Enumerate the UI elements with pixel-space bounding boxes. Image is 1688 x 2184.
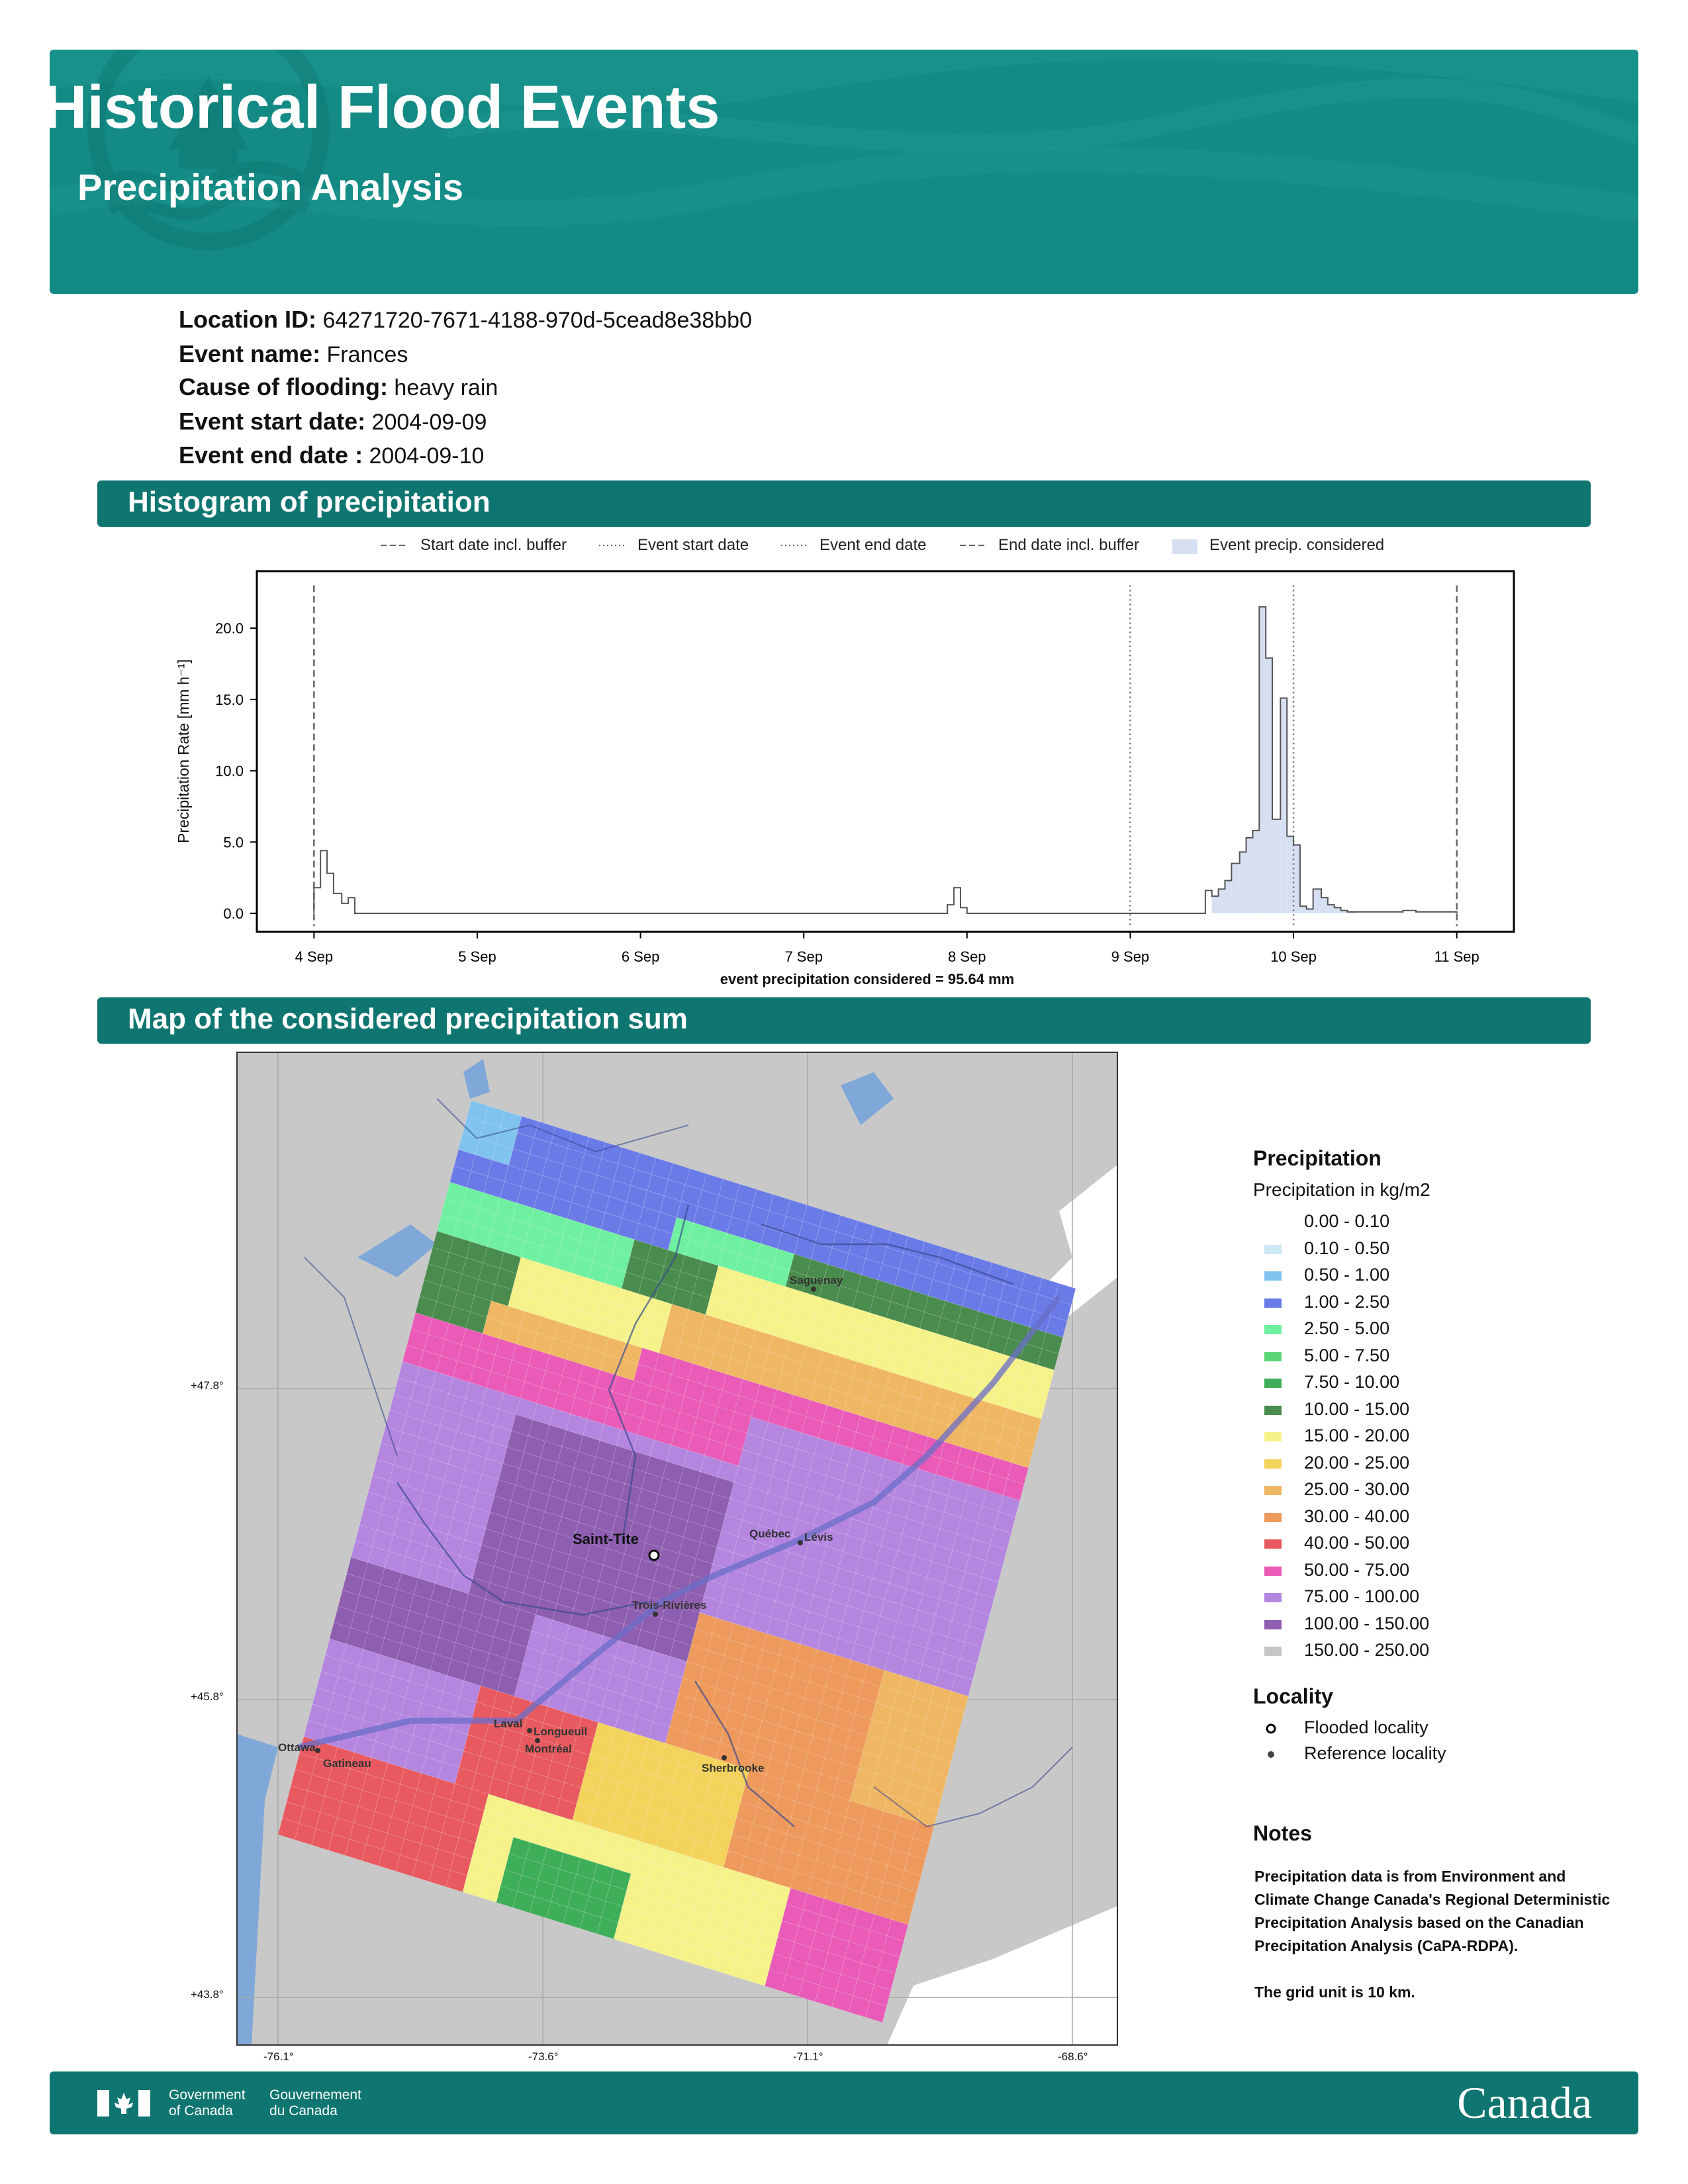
label-montreal: Montréal <box>525 1743 572 1755</box>
gov-fr: Gouvernement du Canada <box>269 2087 361 2118</box>
precip-class-label: 20.00 - 25.00 <box>1304 1452 1410 1473</box>
label-gatineau: Gatineau <box>323 1757 371 1770</box>
locality-legend-title: Locality <box>1253 1684 1333 1708</box>
precip-class-label: 100.00 - 150.00 <box>1304 1613 1430 1633</box>
precip-class-swatch <box>1264 1271 1282 1281</box>
precip-class-swatch <box>1264 1298 1282 1308</box>
precip-class-label: 30.00 - 40.00 <box>1304 1506 1410 1526</box>
lat-tick: +45.8° <box>191 1690 224 1703</box>
label-saguenay: Saguenay <box>790 1274 843 1287</box>
info-end-date: Event end date : 2004-09-10 <box>179 441 485 469</box>
x-tick-label: 7 Sep <box>784 948 823 965</box>
x-tick-label: 4 Sep <box>295 948 334 965</box>
legend-event-precip: Event precip. considered <box>1209 536 1385 554</box>
precip-class-swatch <box>1264 1486 1282 1495</box>
map-section-header: Map of the considered precipitation sum <box>97 997 1591 1044</box>
histogram-section-header: Histogram of precipitation <box>97 480 1591 527</box>
precip-class-swatch <box>1264 1459 1282 1469</box>
label-ottawa: Ottawa <box>278 1741 316 1754</box>
precip-class-label: 150.00 - 250.00 <box>1304 1640 1430 1660</box>
precip-legend-unit: Precipitation in kg/m2 <box>1253 1179 1430 1200</box>
legend-flooded: Flooded locality <box>1304 1717 1429 1737</box>
canada-flag-icon <box>97 2090 150 2116</box>
flooded-locality-marker <box>649 1551 659 1560</box>
precip-class-swatch <box>1264 1567 1282 1576</box>
label-longueuil: Longueuil <box>534 1725 588 1738</box>
precip-class-label: 0.10 - 0.50 <box>1304 1238 1390 1258</box>
legend-event-start: Event start date <box>637 536 749 554</box>
precip-class-swatch <box>1264 1647 1282 1656</box>
label-sherbrooke: Sherbrooke <box>702 1762 765 1774</box>
x-tick-label: 6 Sep <box>621 948 660 965</box>
precip-class-swatch <box>1264 1245 1282 1254</box>
precip-class-label: 25.00 - 30.00 <box>1304 1479 1410 1499</box>
precip-class-label: 50.00 - 75.00 <box>1304 1559 1410 1580</box>
legend-end-buffer: End date incl. buffer <box>998 536 1140 554</box>
info-location: Location ID: 64271720-7671-4188-970d-5cead8e38bb0 <box>179 306 752 333</box>
label-quebec: Québec <box>749 1527 791 1540</box>
gov-en: Government of Canada <box>169 2087 246 2118</box>
y-axis-label: Precipitation Rate [mm h⁻¹] <box>175 659 192 844</box>
precip-class-swatch <box>1264 1539 1282 1549</box>
y-tick-label: 5.0 <box>223 834 244 851</box>
lat-tick: +43.8° <box>191 1988 224 2001</box>
notes-body <box>1254 1865 1612 2004</box>
label-trois-rivieres: Trois-Rivières <box>632 1599 707 1612</box>
lat-tick: +47.8° <box>191 1379 224 1392</box>
precip-legend-title: Precipitation <box>1253 1146 1382 1170</box>
info-start-date: Event start date: 2004-09-09 <box>179 408 487 435</box>
info-cause: Cause of flooding: heavy rain <box>179 373 498 400</box>
lon-tick: -68.6° <box>1058 2050 1088 2063</box>
canada-wordmark: Canada <box>1457 2077 1592 2128</box>
precip-class-label: 7.50 - 10.00 <box>1304 1372 1400 1392</box>
precip-class-label: 5.00 - 7.50 <box>1304 1345 1390 1365</box>
precip-class-swatch <box>1264 1406 1282 1415</box>
precip-class-swatch <box>1264 1593 1282 1602</box>
precip-class-label: 0.50 - 1.00 <box>1304 1265 1390 1285</box>
legend-event-end: Event end date <box>820 536 927 554</box>
notes-text: Precipitation data is from Environment and Climate Change Canada's Regional Deterministic Precipitation Analysis based on the Canadian Precipitation Analysis (CaPA-RDPA). <box>1254 1868 1611 1954</box>
x-tick-label: 5 Sep <box>458 948 496 965</box>
reference-locality-icon <box>1264 1748 1278 1761</box>
lon-tick: -73.6° <box>528 2050 559 2063</box>
y-tick-label: 15.0 <box>215 691 244 708</box>
precip-class-label: 75.00 - 100.00 <box>1304 1586 1420 1606</box>
label-levis: Lévis <box>804 1531 833 1543</box>
lon-tick: -71.1° <box>793 2050 823 2063</box>
precip-class-swatch <box>1264 1352 1282 1361</box>
label-saint-tite: Saint-Tite <box>573 1531 639 1547</box>
y-tick-label: 10.0 <box>215 762 244 780</box>
precip-class-swatch <box>1264 1379 1282 1388</box>
y-tick-label: 20.0 <box>215 620 244 637</box>
footer <box>50 2071 1638 2134</box>
x-tick-label: 9 Sep <box>1111 948 1150 965</box>
lon-tick: -76.1° <box>263 2050 294 2063</box>
label-laval: Laval <box>494 1717 523 1730</box>
precip-class-swatch <box>1264 1513 1282 1522</box>
precip-class-swatch <box>1264 1620 1282 1629</box>
precip-class-label: 0.00 - 0.10 <box>1304 1211 1390 1231</box>
precip-class-label: 1.00 - 2.50 <box>1304 1291 1390 1312</box>
precip-class-label: 10.00 - 15.00 <box>1304 1398 1410 1419</box>
precip-class-swatch <box>1264 1325 1282 1334</box>
precip-class-swatch <box>1264 1432 1282 1441</box>
notes-title: Notes <box>1253 1821 1312 1845</box>
notes-grid: The grid unit is 10 km. <box>1254 1983 1415 2001</box>
page-subtitle: Precipitation Analysis <box>77 166 463 208</box>
flooded-locality-icon <box>1264 1722 1278 1735</box>
x-tick-label: 8 Sep <box>948 948 986 965</box>
info-event-name: Event name: Frances <box>179 340 408 367</box>
precip-class-label: 2.50 - 5.00 <box>1304 1318 1390 1338</box>
legend-start-buffer: Start date incl. buffer <box>420 536 567 554</box>
y-tick-label: 0.0 <box>223 905 244 922</box>
legend-reference: Reference locality <box>1304 1743 1446 1763</box>
precip-class-swatch <box>1264 1218 1282 1227</box>
precip-class-label: 40.00 - 50.00 <box>1304 1533 1410 1553</box>
x-tick-label: 10 Sep <box>1270 948 1317 965</box>
x-axis-label: event precipitation considered = 95.64 mm <box>720 971 1015 987</box>
precip-class-label: 15.00 - 20.00 <box>1304 1426 1410 1445</box>
x-tick-label: 11 Sep <box>1434 948 1479 965</box>
page-title: Historical Flood Events <box>43 73 720 141</box>
